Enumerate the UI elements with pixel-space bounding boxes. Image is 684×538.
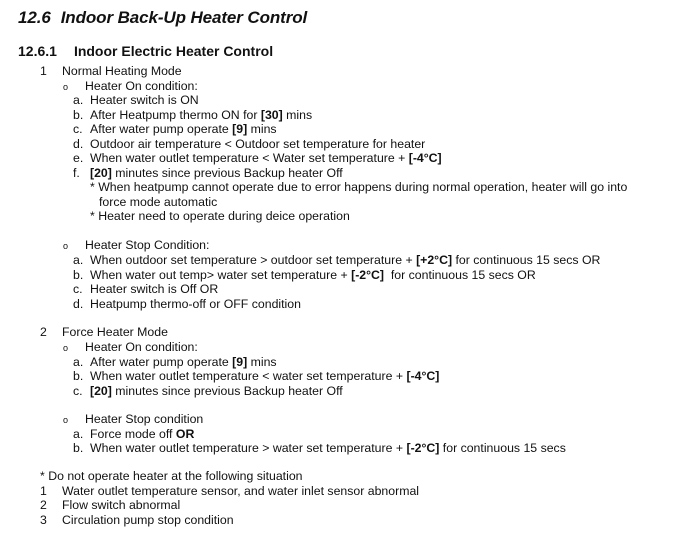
notes-item: 1 Water outlet temperature sensor, and water inlet sensor abnormal xyxy=(40,483,420,498)
mode2-on-item: b. When water outlet temperature < water set temperature + [-4°C] xyxy=(73,369,440,383)
mode1-stop-item: a. When outdoor set temperature > outdoor set temperature + [+2°C] for continuous 15 secs OR xyxy=(73,253,601,267)
mode2-stop-item: b. When water outlet temperature > water set temperature + [-2°C] for continuous 15 secs xyxy=(73,441,566,455)
mode1-on-item: f. [20] minutes since previous Backup heater Off xyxy=(73,165,343,180)
mode1-stop-item: d. Heatpump thermo-off or OFF condition xyxy=(73,296,301,311)
mode2-stop-heading: Heater Stop condition xyxy=(85,412,204,426)
mode1-on-item: e. When water outlet temperature < Water set temperature + [-4°C] xyxy=(73,151,442,165)
mode1-on-item: d. Outdoor air temperature < Outdoor set temperature for heater xyxy=(73,136,426,151)
notes-item: 3 Circulation pump stop condition xyxy=(40,512,234,527)
mode1-title: Normal Heating Mode xyxy=(62,64,182,78)
mode2-on-heading-line xyxy=(63,340,198,355)
mode2-title: Force Heater Mode xyxy=(62,325,168,339)
mode1-note1-line2: force mode automatic xyxy=(99,194,218,209)
mode1-stop-heading-line xyxy=(63,238,209,253)
section-heading xyxy=(18,8,307,28)
mode1-on-item: b. After Heatpump thermo ON for [30] mins xyxy=(73,107,313,122)
mode2-on-heading: Heater On condition: xyxy=(85,340,198,354)
subsection-number: 12.6.1 xyxy=(18,43,57,59)
mode1-on-item: a. Heater switch is ON xyxy=(73,93,199,107)
section-title: Indoor Back-Up Heater Control xyxy=(60,8,308,27)
notes-item: 2 Flow switch abnormal xyxy=(40,498,181,512)
mode1-title-line xyxy=(40,64,182,78)
subsection-heading xyxy=(18,43,273,60)
mode1-note1-line1: * When heatpump cannot operate due to error happens during normal operation, heater will go into xyxy=(90,180,628,194)
mode1-on-heading: Heater On condition: xyxy=(85,79,198,93)
bullet-icon: o xyxy=(63,241,69,251)
mode2-on-item: c. [20] minutes since previous Backup heater Off xyxy=(73,383,343,398)
mode1-stop-heading: Heater Stop Condition: xyxy=(85,238,210,252)
mode1-number: 1 xyxy=(40,64,47,78)
mode2-title-line xyxy=(40,325,168,339)
mode1-stop-item: b. When water out temp> water set temperature + [-2°C] for continuous 15 secs OR xyxy=(73,267,536,282)
mode1-stop-item: c. Heater switch is Off OR xyxy=(73,282,219,296)
mode1-on-heading-line xyxy=(63,79,198,94)
mode2-stop-heading-line xyxy=(63,412,203,427)
mode1-note2: * Heater need to operate during deice operation xyxy=(90,209,350,223)
notes-heading: * Do not operate heater at the following situation xyxy=(40,469,303,483)
bullet-icon: o xyxy=(63,343,69,353)
subsection-title: Indoor Electric Heater Control xyxy=(73,43,274,59)
mode2-number: 2 xyxy=(40,325,47,339)
mode2-stop-item: a. Force mode off OR xyxy=(73,426,195,441)
bullet-icon: o xyxy=(63,415,69,425)
bullet-icon: o xyxy=(63,82,69,92)
section-number: 12.6 xyxy=(18,8,51,27)
mode2-on-item: a. After water pump operate [9] mins xyxy=(73,354,277,369)
mode1-on-item: c. After water pump operate [9] mins xyxy=(73,122,277,136)
